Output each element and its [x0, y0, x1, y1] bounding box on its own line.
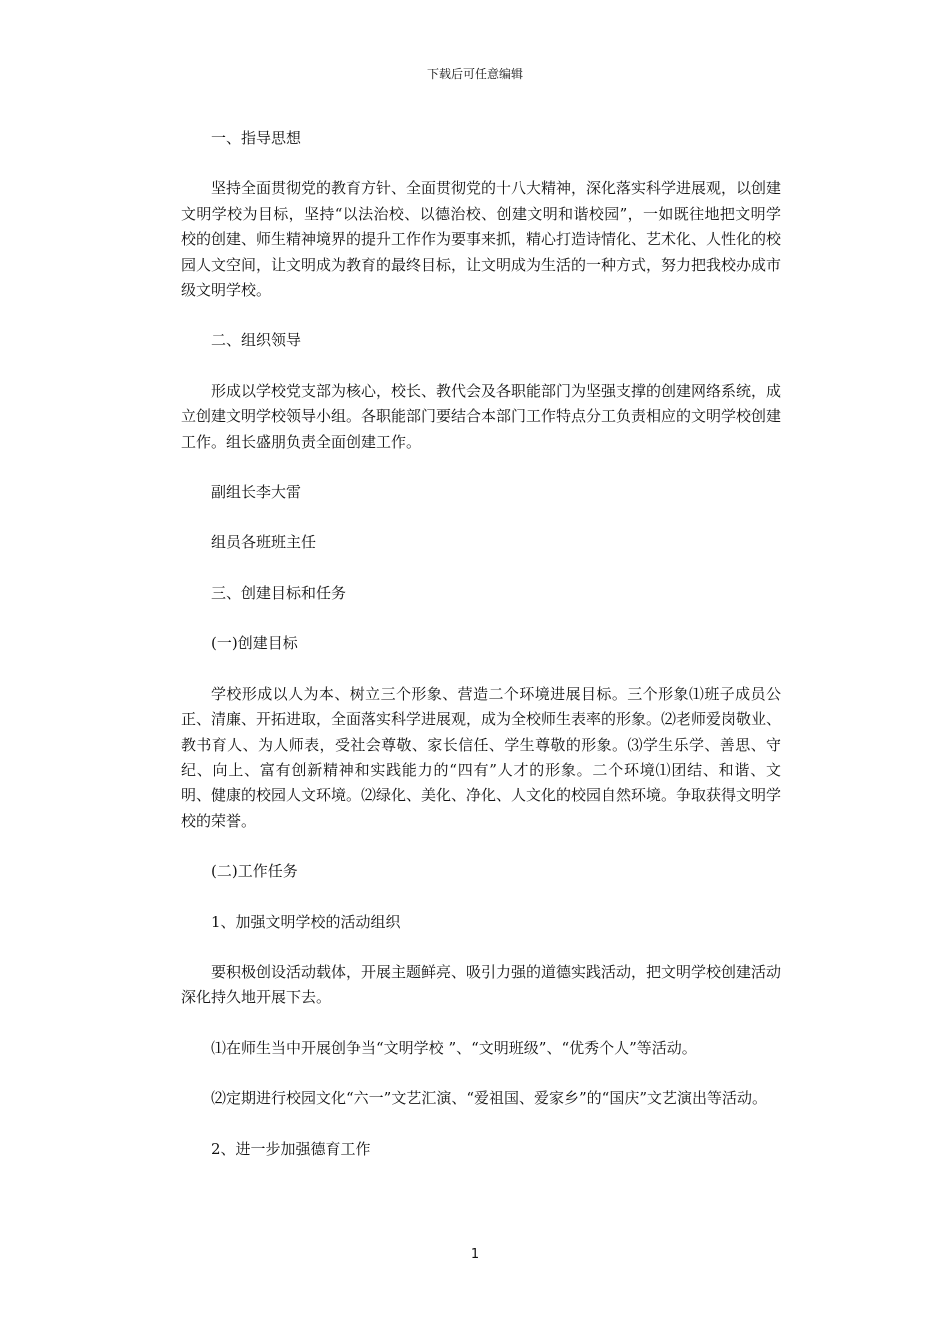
page-number: 1 [470, 1247, 480, 1262]
task-item-1-heading: 1、加强文明学校的活动组织 [211, 912, 401, 931]
paragraph-members: 组员各班班主任 [211, 533, 317, 552]
paragraph-goals: 学校形成以人为本、树立三个形象、营造二个环境进展目标。三个形象⑴班子成员公正、清廉、开拓进取，全面落实科学进展观，成为全校师生表率的形象。⑵老师爱岗敬业、教书育人、为人师表，受社会尊敬、家长信任、学生尊敬的形象。⑶学生乐学、善思、守纪、向上、富有创新精神和实践能力的“四有”人才的形象。二个环境⑴团结、和谐、文明、健康的校园人文环境。⑵绿化、美化、净化、人文化的校园自然环境。争取获得文明学校的荣誉。 [181, 684, 782, 830]
subheading-goals: (一)创建目标 [211, 634, 298, 653]
task-item-2-heading: 2、进一步加强德育工作 [211, 1139, 371, 1158]
paragraph-organization: 形成以学校党支部为核心，校长、教代会及各职能部门为坚强支撑的创建网络系统，成立创建文明学校领导小组。各职能部门要结合本部门工作特点分工负责相应的文明学校创建工作。组长盛朋负责全面创建工作。 [181, 381, 782, 451]
page-header: 下载后可任意编辑 [426, 67, 523, 81]
document-body [181, 126, 781, 1187]
paragraph-activity-2: ⑵定期进行校园文化“六一”文艺汇演、“爱祖国、爱家乡”的“国庆”文艺演出等活动。 [211, 1089, 768, 1108]
paragraph-deputy-leader: 副组长李大雷 [211, 483, 302, 502]
paragraph-guiding-ideology: 坚持全面贯彻党的教育方针、全面贯彻党的十八大精神，深化落实科学进展观，以创建文明学校为目标，坚持“以法治校、以德治校、创建文明和谐校园”，一如既往地把文明学校的创建、师生精神境界的提升工作作为要事来抓，精心打造诗情化、艺术化、人性化的校园人文空间，让文明成为教育的最终目标，让文明成为生活的一种方式，努力把我校办成市级文明学校。 [181, 179, 782, 300]
section-heading-organization: 二、组织领导 [211, 331, 302, 350]
paragraph-activity-1: ⑴在师生当中开展创争当“文明学校 ”、“文明班级”、“优秀个人”等活动。 [211, 1038, 697, 1057]
section-heading-goals-tasks: 三、创建目标和任务 [211, 583, 347, 602]
section-heading-guiding-ideology: 一、指导思想 [211, 129, 302, 147]
subheading-tasks: (二)工作任务 [211, 862, 298, 881]
paragraph-activity-carriers: 要积极创设活动载体，开展主题鲜亮、吸引力强的道德实践活动，把文明学校创建活动深化持久地开展下去。 [181, 962, 782, 1007]
